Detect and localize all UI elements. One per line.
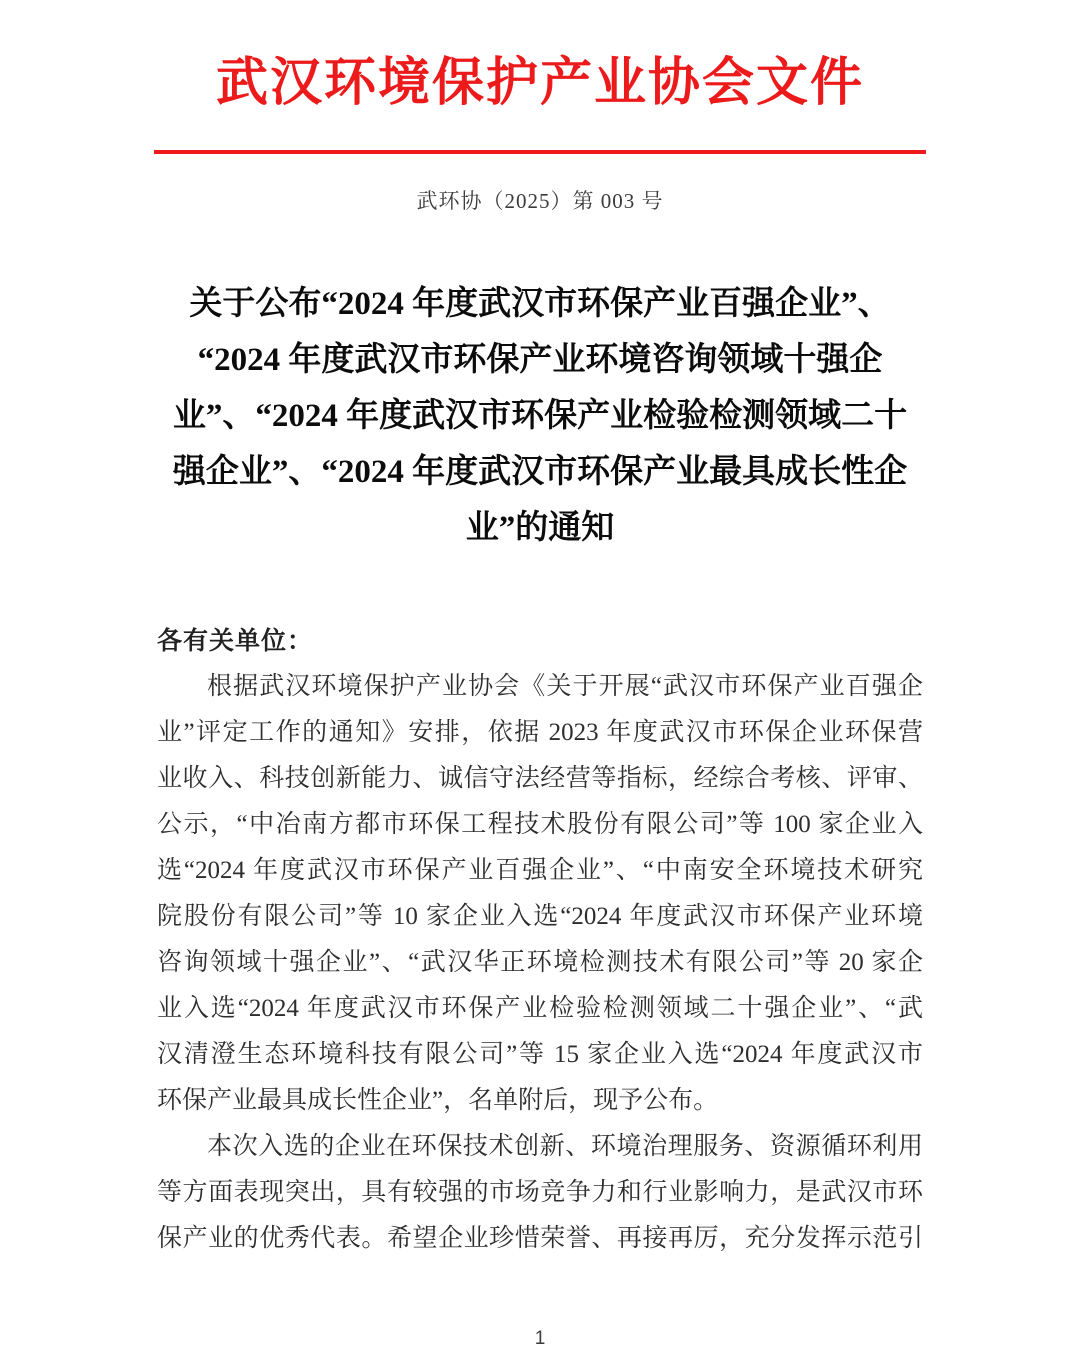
body-text-line: 业”评定工作的通知》安排，依据 2023 年度武汉市环保企业环保营: [157, 719, 923, 746]
document-number: 武环协（2025）第 003 号: [416, 189, 664, 213]
salutation-line: 各有关单位：: [157, 627, 314, 655]
body-text-line: 公示，“中冶南方都市环保工程技术股份有限公司”等 100 家企业入: [157, 811, 923, 838]
page-number: 1: [534, 1328, 546, 1349]
document-body: [157, 618, 923, 1262]
body-text-line: 等方面表现突出，具有较强的市场竞争力和行业影响力，是武汉市环: [157, 1179, 923, 1206]
body-text-line: 汉清澄生态环境科技有限公司”等 15 家企业入选“2024 年度武汉市: [157, 1041, 923, 1068]
document-title-line: “2024 年度武汉市环保产业环境咨询领域十强企: [197, 342, 883, 378]
body-text-line: 根据武汉环境保护产业协会《关于开展“武汉市环保产业百强企: [207, 673, 923, 700]
body-text-line: 环保产业最具成长性企业”，名单附后，现予公布。: [157, 1087, 719, 1114]
letterhead-org-title: 武汉环境保护产业协会文件: [215, 55, 864, 112]
document-title: [157, 276, 923, 556]
body-text-line: 本次入选的企业在环保技术创新、环境治理服务、资源循环利用: [207, 1133, 923, 1160]
document-title-line: 强企业”、“2024 年度武汉市环保产业最具成长性企: [172, 454, 908, 490]
body-text-line: 院股份有限公司”等 10 家企业入选“2024 年度武汉市环保产业环境: [157, 903, 923, 930]
body-text-line: 业收入、科技创新能力、诚信守法经营等指标，经综合考核、评审、: [157, 765, 923, 792]
body-text-line: 业入选“2024 年度武汉市环保产业检验检测领域二十强企业”、“武: [157, 995, 923, 1022]
letterhead-separator-line: [154, 150, 926, 154]
document-title-line: 业”的通知: [465, 510, 615, 546]
body-text-line: 选“2024 年度武汉市环保产业百强企业”、“中南安全环境技术研究: [157, 857, 923, 884]
document-title-line: 关于公布“2024 年度武汉市环保产业百强企业”、: [189, 286, 891, 322]
body-text-line: 咨询领域十强企业”、“武汉华正环境检测技术有限公司”等 20 家企: [157, 949, 923, 976]
document-title-line: 业”、“2024 年度武汉市环保产业检验检测领域二十: [172, 398, 908, 434]
body-text-line: 保产业的优秀代表。希望企业珍惜荣誉、再接再厉，充分发挥示范引: [157, 1225, 923, 1252]
